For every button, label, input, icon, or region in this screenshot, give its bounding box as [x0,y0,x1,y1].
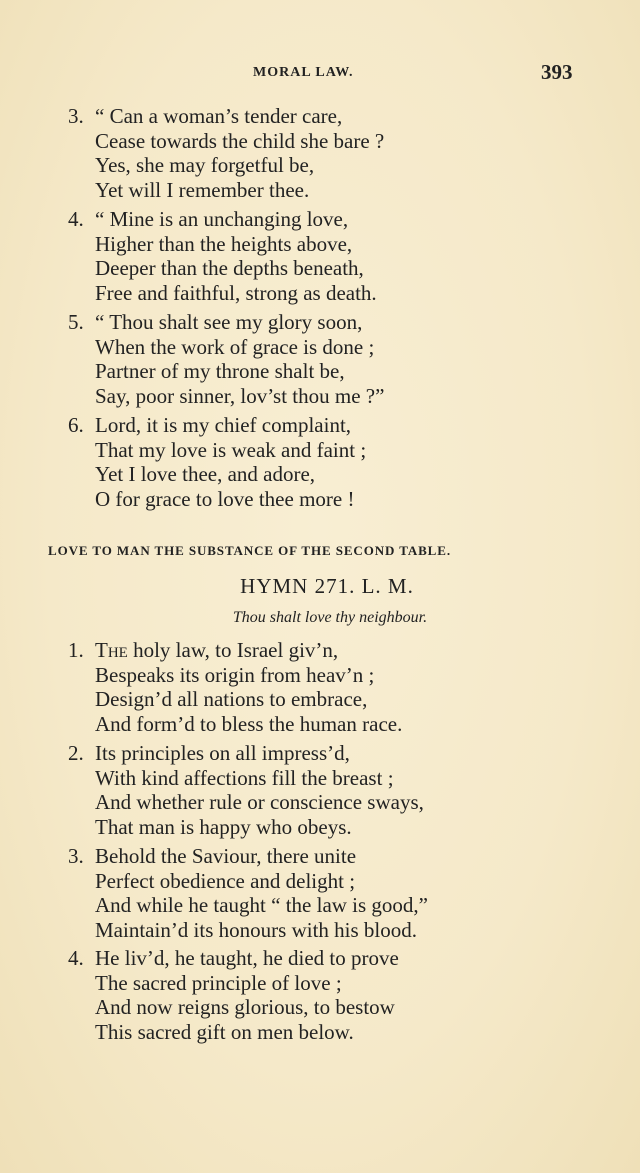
verse-number: 1. [68,638,84,662]
hymn-title: HYMN 271. L. M. [240,574,414,598]
verse-line: Say, poor sinner, lov’st thou me ?” [95,383,385,408]
verse-line: Free and faithful, strong as death. [95,280,377,305]
verse-number: 3. [68,844,84,868]
verse-line: And now reigns glorious, to bestow [95,995,395,1019]
running-head [0,60,640,87]
verse-line: holy law, to Israel giv’n, [127,638,339,662]
running-title: MORAL LAW. [253,65,354,80]
verse-3 [68,104,588,202]
verse-number: 3. [68,104,84,128]
hymn-271-verse-4 [68,946,588,1044]
verse-line: And whether rule or conscience sways, [95,790,424,814]
verse-line: Maintain’d its honours with his blood. [95,917,417,942]
section-title: LOVE TO MAN THE SUBSTANCE OF THE SECOND TABLE. [48,543,451,558]
verse-number: 6. [68,413,84,437]
verse-6 [68,413,588,511]
hymn-271-verse-3 [68,844,588,942]
verse-line: “ Can a woman’s tender care, [95,104,343,128]
verse-line: O for grace to love thee more ! [95,486,355,511]
verse-line: Yet I love thee, and adore, [95,462,316,486]
verse-line: “ Thou shalt see my glory soon, [95,310,363,334]
verse-line: And form’d to bless the human race. [95,711,403,736]
drop-word: The [95,638,128,662]
verse-line: When the work of grace is done ; [95,334,375,359]
verse-4 [68,207,588,305]
verse-line: And while he taught “ the law is good,” [95,893,429,917]
verse-line: Partner of my throne shalt be, [95,359,345,383]
verse-number: 4. [68,946,84,970]
verse-line: He liv’d, he taught, he died to prove [95,946,399,970]
verse-line: Design’d all nations to embrace, [95,687,368,711]
verse-line: With kind affections fill the breast ; [95,765,394,790]
verse-line: Yet will I remember thee. [95,177,310,202]
verse-number: 4. [68,207,84,231]
verse-line: That man is happy who obeys. [95,814,352,839]
verse-line: Cease towards the child she bare ? [95,128,385,153]
verse-number: 5. [68,310,84,334]
verse-line: Lord, it is my chief complaint, [95,413,352,437]
verse-5 [68,310,588,408]
verse-line: Deeper than the depths beneath, [95,256,364,280]
verse-line: The sacred principle of love ; [95,970,342,995]
verse-line: Higher than the heights above, [95,231,353,256]
verse-line: Its principles on all impress’d, [95,741,350,765]
hymn-subtitle: Thou shalt love thy neighbour. [232,609,428,626]
hymn-271-verse-2 [68,741,588,839]
verse-line: Bespeaks its origin from heav’n ; [95,662,375,687]
verse-line: “ Mine is an unchanging love, [95,207,349,231]
verse-line: Perfect obedience and delight ; [95,868,356,893]
verse-line: Behold the Saviour, there unite [95,844,357,868]
verse-number: 2. [68,741,84,765]
verse-line: This sacred gift on men below. [95,1019,354,1044]
verse-line: That my love is weak and faint ; [95,437,367,462]
verse-line: Yes, she may forgetful be, [95,153,315,177]
hymn-271-verse-1 [68,638,588,736]
page-number: 393 [541,60,573,84]
